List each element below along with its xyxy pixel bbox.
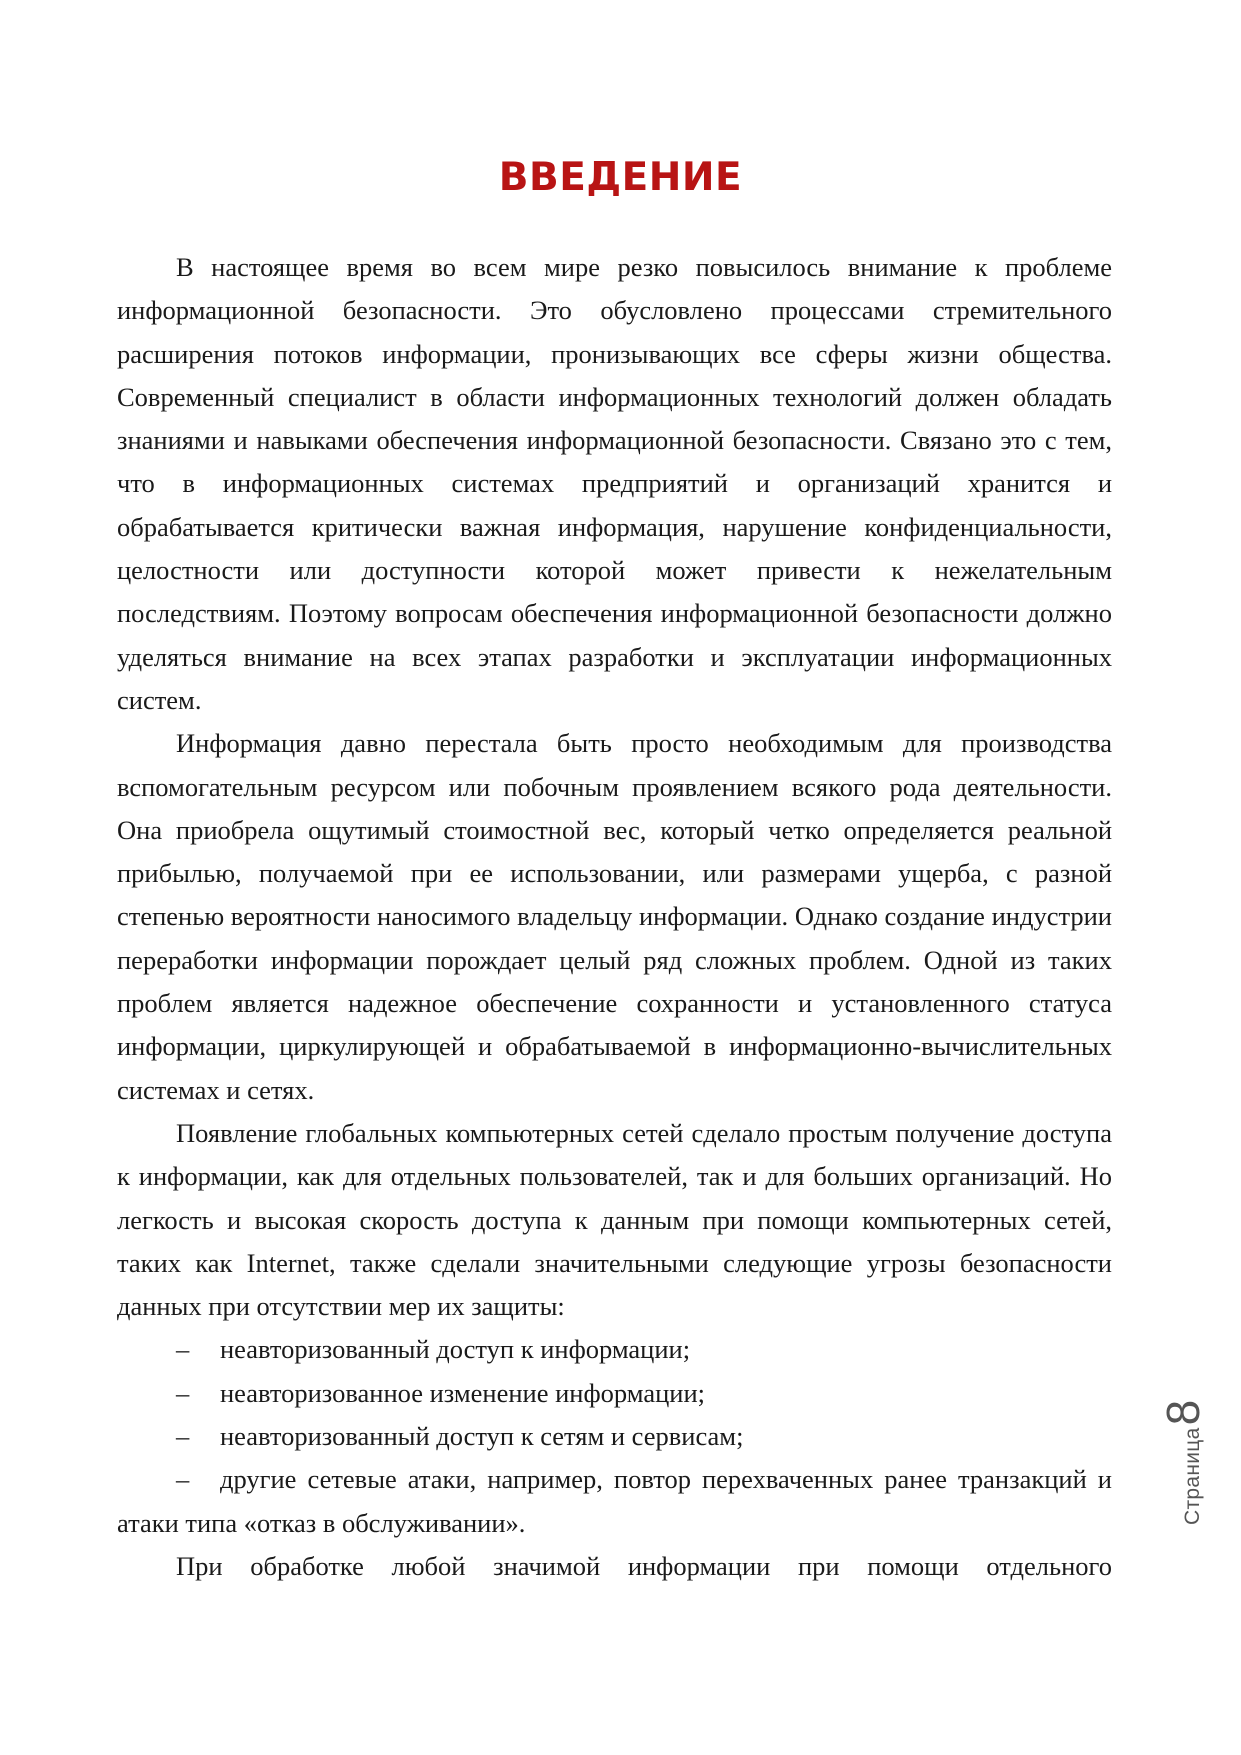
list-marker: – — [176, 1377, 190, 1408]
paragraph-4: При обработке любой значимой информации при помощи отдельного — [176, 1550, 1112, 1581]
list-item-text: неавторизованный доступ к информации; — [220, 1334, 691, 1365]
list-item — [117, 1415, 1112, 1458]
list-marker: – — [176, 1334, 190, 1365]
page-title: ВВЕДЕНИЕ — [498, 155, 743, 201]
paragraph-3: Появление глобальных компьютерных сетей сделало простым получение доступа к информации, как для отдельных пользователей, так и для больших организаций. Но легкость и высокая скорость доступа к данным при помощи компьютерных сетей, таких как Internet, также сделали значительными следующие угрозы безопасности данных при отсутствии мер их защиты: — [117, 1117, 1112, 1322]
list-item-text: неавторизованное изменение информации; — [220, 1377, 705, 1408]
threats-list — [117, 1328, 1112, 1544]
page-number: 8 — [1157, 1399, 1209, 1426]
list-marker: – — [176, 1464, 190, 1495]
list-marker: – — [176, 1421, 190, 1452]
page-label-word: Страница — [1181, 1427, 1204, 1525]
paragraph-1: В настоящее время во всем мире резко повысилось внимание к проблеме информационной безопасности. Это обусловлено процессами стремительного расширения потоков информации, пронизывающих все сферы жизни общества. Современный специалист в области информационных технологий должен обладать знаниями и навыками обеспечения информационной безопасности. Связано это с тем, что в информационных системах предприятий и организаций хранится и обрабатывается критически важная информация, нарушение конфиденциальности, целостности или доступности которой может привести к нежелательным последствиям. Поэтому вопросам обеспечения информационной безопасности должно уделяться внимание на всех этапах разработки и эксплуатации информационных систем. — [117, 252, 1112, 715]
list-item — [117, 1372, 1112, 1415]
list-item-text: неавторизованный доступ к сетям и сервисам; — [220, 1421, 744, 1452]
list-item — [117, 1458, 1112, 1545]
list-item — [117, 1328, 1112, 1371]
document-body — [117, 246, 1112, 1588]
list-item-text: другие сетевые атаки, например, повтор перехваченных ранее транзакций и атаки типа «отказ в обслуживании». — [117, 1464, 1112, 1538]
paragraph-2: Информация давно перестала быть просто необходимым для производства вспомогательным ресурсом или побочным проявлением всякого рода деятельности. Она приобрела ощутимый стоимостной вес, который четко определяется реальной прибылью, получаемой при ее использовании, или размерами ущерба, с разной степенью вероятности наносимого владельцу информации. Однако создание индустрии переработки информации порождает целый ряд сложных проблем. Одной из таких проблем является надежное обеспечение сохранности и установленного статуса информации, циркулирующей и обрабатываемой в информационно-вычислительных системах и сетях. — [117, 728, 1112, 1105]
page-number-label — [1157, 1399, 1209, 1525]
